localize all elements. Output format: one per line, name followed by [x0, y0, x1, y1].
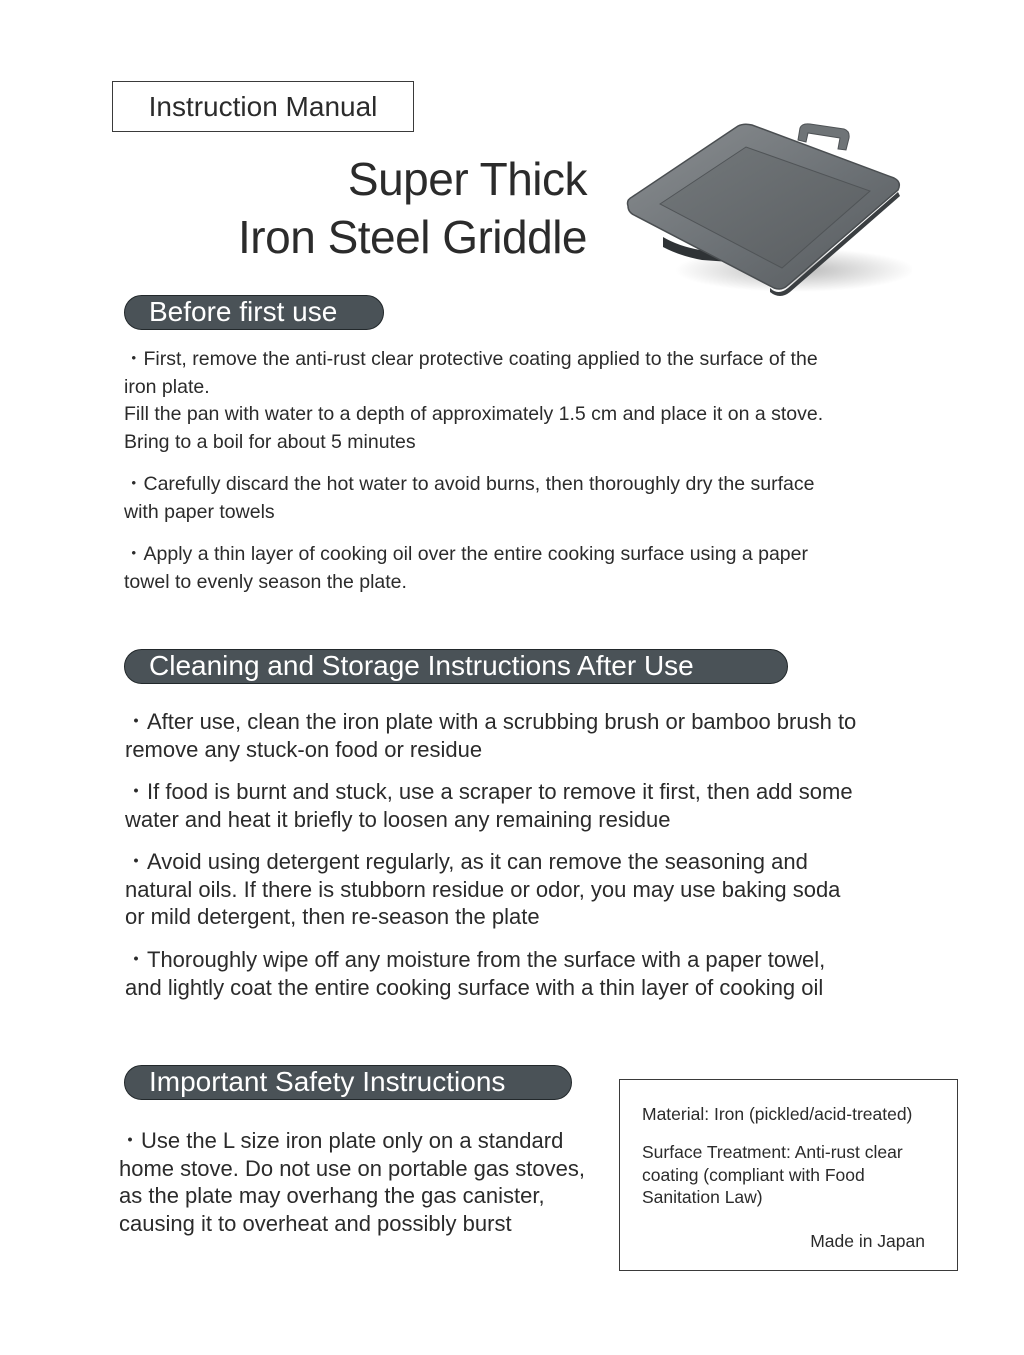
griddle-product-image [620, 120, 912, 298]
before-use-step-1-detail: Fill the pan with water to a depth of approximately 1.5 cm and place it on a stove. Bring to a boil for about 5 minutes [124, 403, 824, 453]
section-heading-before-first-use: Before first use [124, 295, 384, 330]
instruction-manual-label: Instruction Manual [112, 81, 414, 132]
section-heading-cleaning-storage: Cleaning and Storage Instructions After Use [124, 649, 788, 684]
cleaning-step-4: ・Thoroughly wipe off any moisture from the surface with a paper towel, and lightly coat the entire cooking surface with a thin layer of cooking oil [125, 947, 826, 1000]
spec-origin: Made in Japan [810, 1231, 925, 1251]
product-title [238, 150, 587, 266]
section-heading-safety: Important Safety Instructions [124, 1065, 572, 1100]
safety-step-1: ・Use the L size iron plate only on a standard home stove. Do not use on portable gas stoves, as the plate may overhang the gas canister, causing it to overheat and possibly burst [119, 1128, 585, 1236]
before-use-step-3: ・Apply a thin layer of cooking oil over the entire cooking surface using a paper towel to evenly season the plate. [124, 543, 808, 593]
cleaning-step-3: ・Avoid using detergent regularly, as it can remove the seasoning and natural oils. If there is stubborn residue or odor, you may use baking soda or mild detergent, then re-season the plate [125, 849, 841, 929]
specifications-box [619, 1079, 958, 1271]
cleaning-step-1: ・After use, clean the iron plate with a scrubbing brush or bamboo brush to remove any stuck-on food or residue [125, 709, 857, 762]
product-title-line-1: Super Thick [347, 153, 587, 205]
spec-material: Material: Iron (pickled/acid-treated) [642, 1104, 913, 1124]
cleaning-step-2: ・If food is burnt and stuck, use a scraper to remove it first, then add some water and heat it briefly to loosen any remaining residue [125, 779, 853, 832]
product-title-line-2: Iron Steel Griddle [238, 211, 587, 263]
spec-surface-treatment: Surface Treatment: Anti-rust clear coating (compliant with Food Sanitation Law) [642, 1142, 903, 1207]
before-use-step-2: ・Carefully discard the hot water to avoid burns, then thoroughly dry the surface with paper towels [124, 473, 815, 523]
before-use-step-1: ・First, remove the anti-rust clear protective coating applied to the surface of the iron plate. [124, 348, 818, 398]
